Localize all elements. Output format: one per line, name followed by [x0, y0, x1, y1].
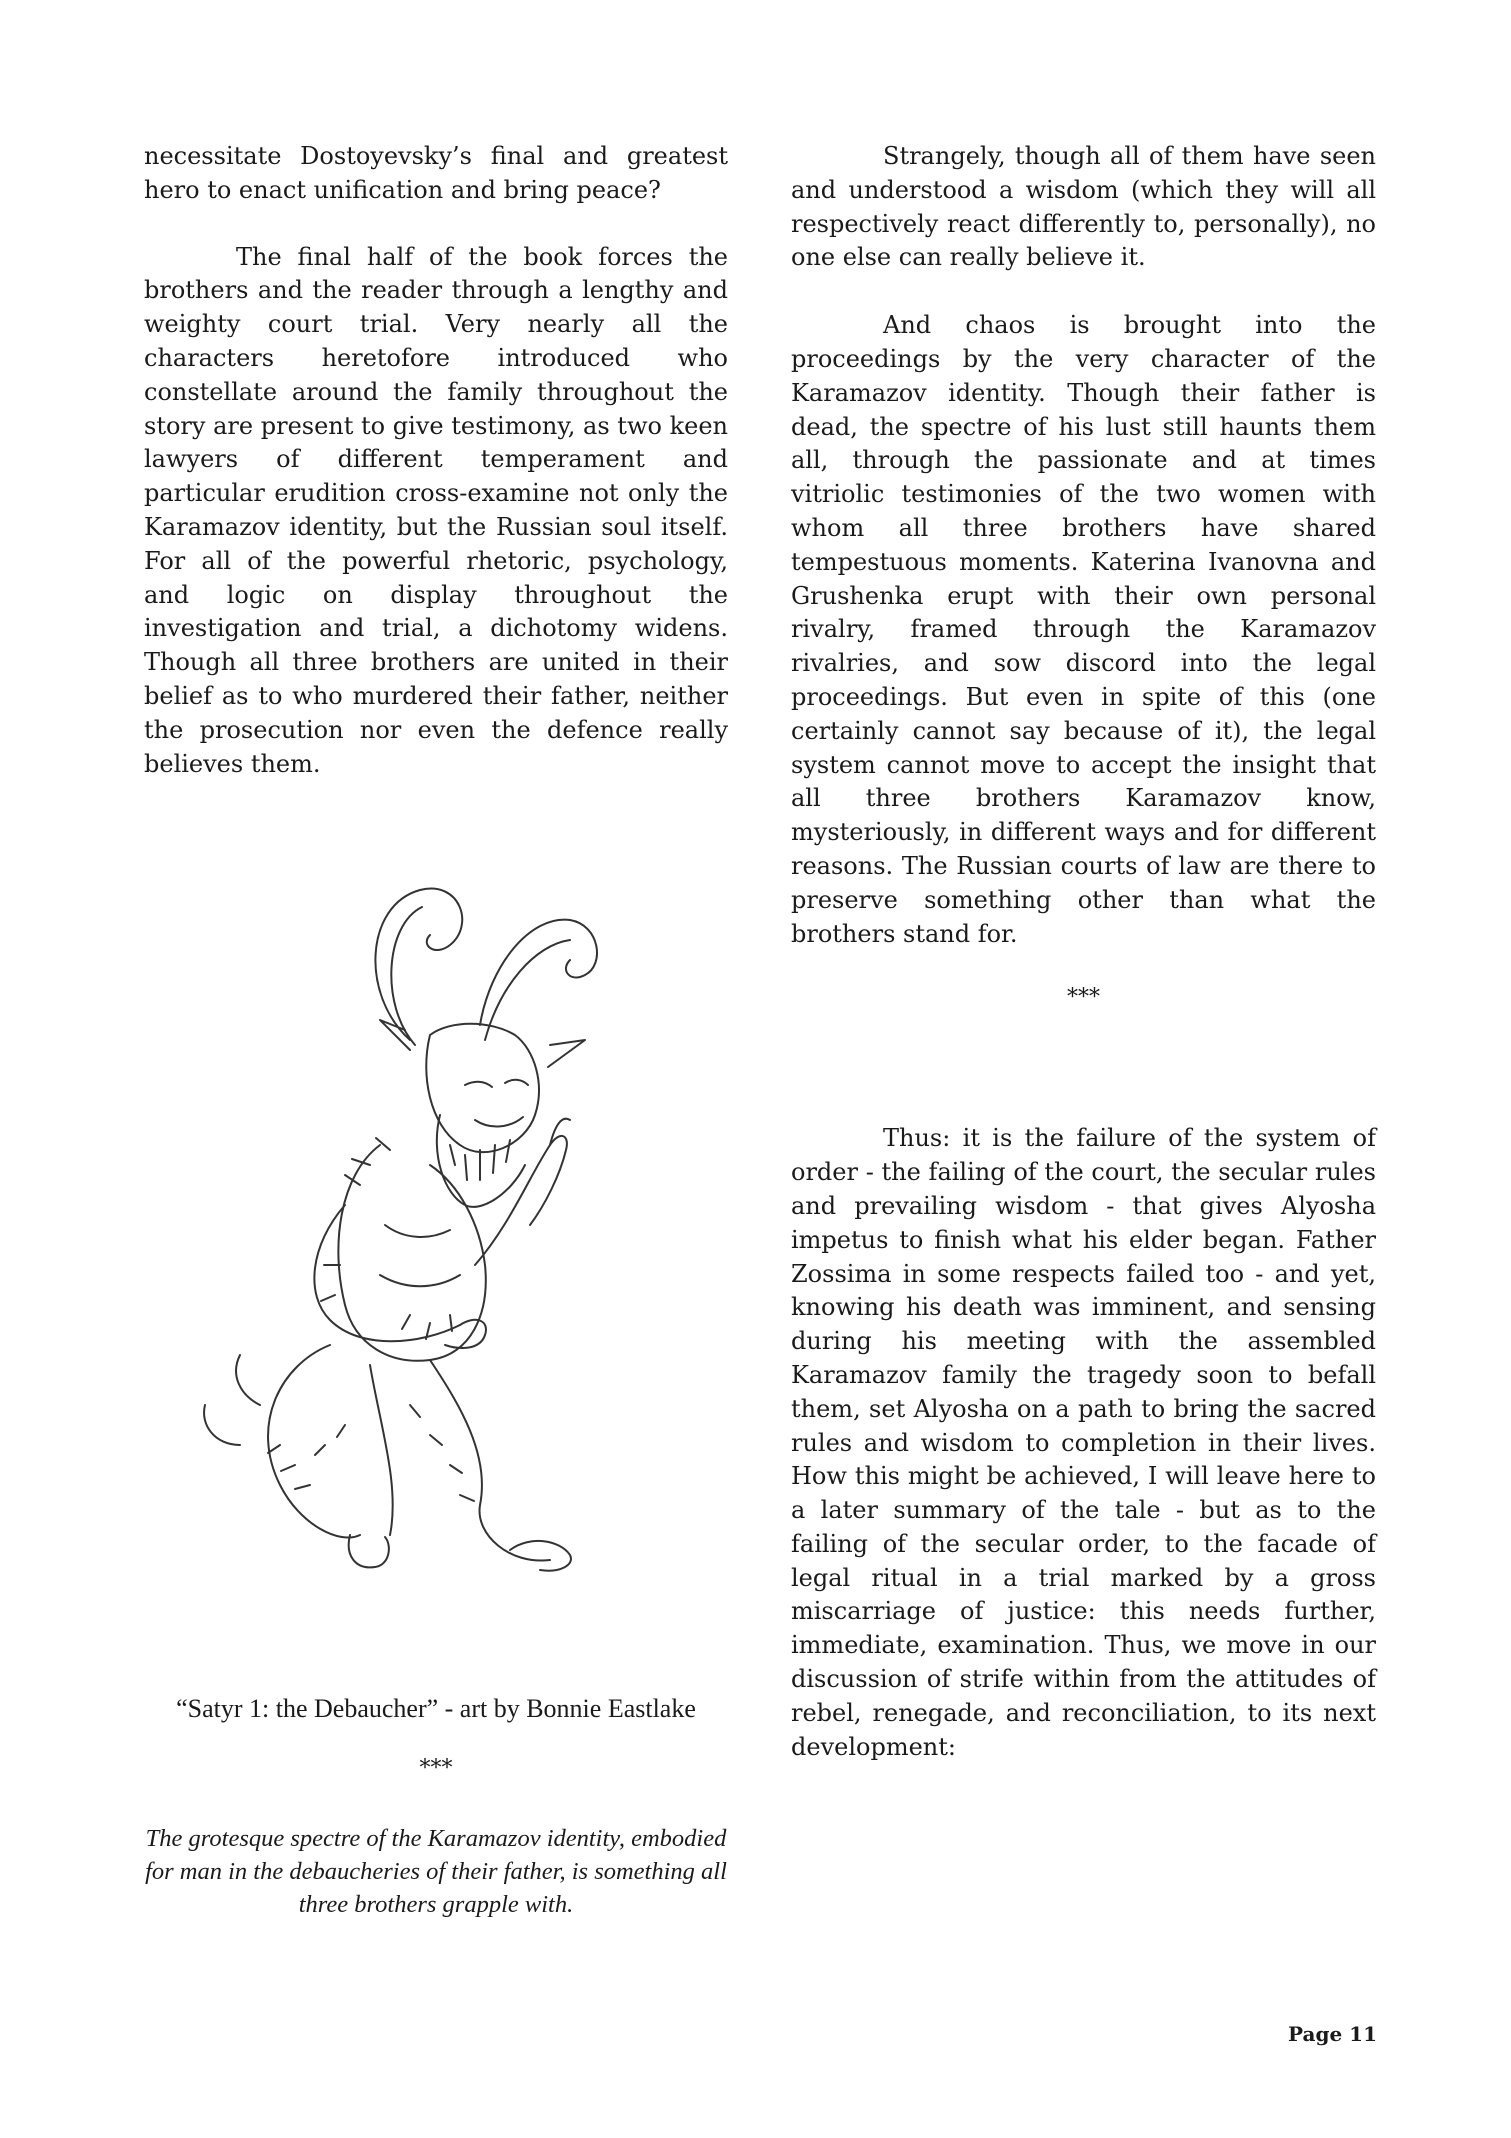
section-separator: ***	[419, 1756, 453, 1781]
paragraph: Strangely, though all of them have seen and understood a wisdom (which they will all respectively react differently to, personally), no one else can really believe it.	[791, 142, 1376, 272]
figure-caption: “Satyr 1: the Debaucher” - art by Bonnie Eastlake	[176, 1694, 696, 1723]
satyr-illustration	[130, 845, 730, 1575]
right-text-column	[791, 140, 1376, 1764]
pull-quote: The grotesque spectre of the Karamazov identity, embodied for man in the debaucheries of their father, is something all three brothers grapple with.	[145, 1825, 727, 1918]
page-number: Page 11	[1288, 2022, 1377, 2046]
paragraph: The final half of the book forces the brothers and the reader through a lengthy and weighty court trial. Very nearly all the characters heretofore introduced who constellate around the family throughout the story are present to give testimony, as two keen lawyers of different temperament and particular erudition cross-examine not only the Karamazov identity, but the Russian soul itself. For all of the powerful rhetoric, psychology, and logic on display throughout the investigation and trial, a dichotomy widens. Though all three brothers are united in their belief as to who murdered their father, neither the prosecution nor even the defence really believes them.	[144, 242, 728, 778]
paragraph: necessitate Dostoyevsky’s final and greatest hero to enact unification and bring peace?	[144, 142, 728, 204]
paragraph: And chaos is brought into the proceedings by the very character of the Karamazov identity. Though their father is dead, the spectre of his lust still haunts them all, through the passionate and at times vitriolic testimonies of the two women with whom all three brothers have shared tempestuous moments. Katerina Ivanovna and Grushenka erupt with their own personal rivalry, framed through the Karamazov rivalries, and sow discord into the legal proceedings. But even in spite of this (one certainly cannot say because of it), the legal system cannot move to accept the insight that all three brothers Karamazov know, mysteriously, in different ways and for different reasons. The Russian courts of law are there to preserve something other than what the brothers stand for.	[791, 311, 1376, 948]
section-separator: ***	[1067, 985, 1100, 1010]
paragraph: Thus: it is the failure of the system of order - the failing of the court, the secular rules and prevailing wisdom - that gives Alyosha impetus to finish what his elder began. Father Zossima in some respects failed too - and yet, knowing his death was imminent, and sensing during his meeting with the assembled Karamazov family the tragedy soon to befall them, set Alyosha on a path to bring the sacred rules and wisdom to completion in their lives. How this might be achieved, I will leave here to a later summary of the tale - but as to the failing of the secular order, to the facade of legal ritual in a trial marked by a gross miscarriage of justice: this needs further, immediate, examination. Thus, we move in our discussion of strife within from the attitudes of rebel, renegade, and reconciliation, to its next development:	[791, 1124, 1376, 1761]
left-text-column	[144, 140, 728, 781]
